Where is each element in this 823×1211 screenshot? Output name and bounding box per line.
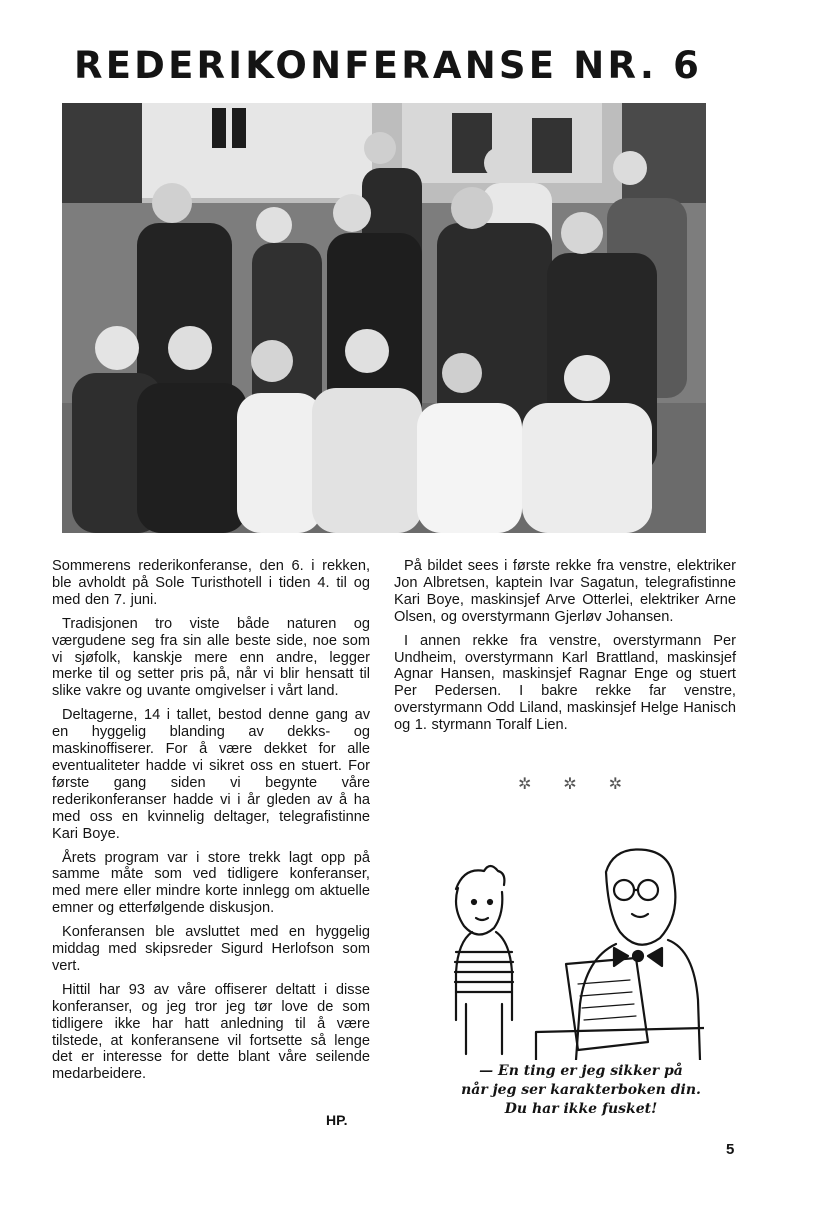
star-icon: ✲ [608,776,622,793]
photo-caption-text [394,558,736,741]
section-separator [518,774,622,794]
paragraph: Deltagerne, 14 i tallet, bestod denne gang av en hyggelig blanding av dekks- og maskinoffiserer. For å være dekket for alle eventualiteter hadde vi sikret oss en stuert. For første gang siden vi begynte våre rederikonferanser hadde vi i år gleden av å ha med oss en kvinnelig deltager, telegrafistinne Kari Boye. [52,707,370,842]
star-icon: ✲ [563,776,577,793]
caption-line: — En ting er jeg sikker på [479,1063,683,1079]
group-photo [62,103,706,533]
paragraph: Konferansen ble avsluttet med en hyggelig middag med skipsreder Sigurd Herlofson som vert. [52,924,370,974]
paragraph: Sommerens rederikonferanse, den 6. i rekken, ble avholdt på Sole Turisthotell i tiden 4. til og med den 7. juni. [52,558,370,608]
page-number: 5 [726,1141,735,1158]
paragraph: På bildet sees i første rekke fra venstre, elektriker Jon Albretsen, kaptein Ivar Sagatun, telegrafistinne Kari Boye, maskinsjef Arve Otterlei, elektriker Arne Olsen, og overstyrmann Gjerløv Johansen. [394,558,736,625]
cartoon-drawing [436,844,704,1060]
article-title: REDERIKONFERANSE NR. 6 [74,44,703,87]
article-body-left [52,558,370,1090]
paragraph: Tradisjonen tro viste både naturen og værgudene seg fra sin alle beste side, noe som vi sjøfolk, kanskje mere enn andre, legger merke til og setter pris på, når vi blir hensatt til slike vakre og uvante omgivelser i vårt land. [52,615,370,700]
paragraph: Årets program var i store trekk lagt opp på samme måte som ved tidligere konferanser, med mere eller mindre korte innlegg om aktuelle emner og etterfølgende diskusjon. [52,849,370,917]
caption-line: Du har ikke fusket! [504,1101,658,1117]
author-signature: HP. [326,1112,348,1128]
group-photo-image [62,103,706,533]
paragraph: Hittil har 93 av våre offiserer deltatt i disse konferanser, og jeg tror jeg tør love de som tidligere ikke har hatt anledning til å være tilstede, at konferansene vil fortsette så lenge det er interesse for dette blant våre seilende medarbeidere. [52,981,370,1083]
cartoon-caption [436,1062,726,1119]
star-icon: ✲ [518,776,532,793]
cartoon-illustration [436,844,704,1060]
paragraph: I annen rekke fra venstre, overstyrmann Per Undheim, overstyrmann Karl Brattland, maskinsjef Agnar Hansen, maskinsjef Ragnar Enge og stuert Per Pedersen. I bakre rekke far venstre, overstyrmann Odd Liland, maskinsjef Helge Hanisch og 1. styrmann Toralf Lien. [394,632,736,734]
caption-line: når jeg ser karakterboken din. [461,1082,701,1098]
